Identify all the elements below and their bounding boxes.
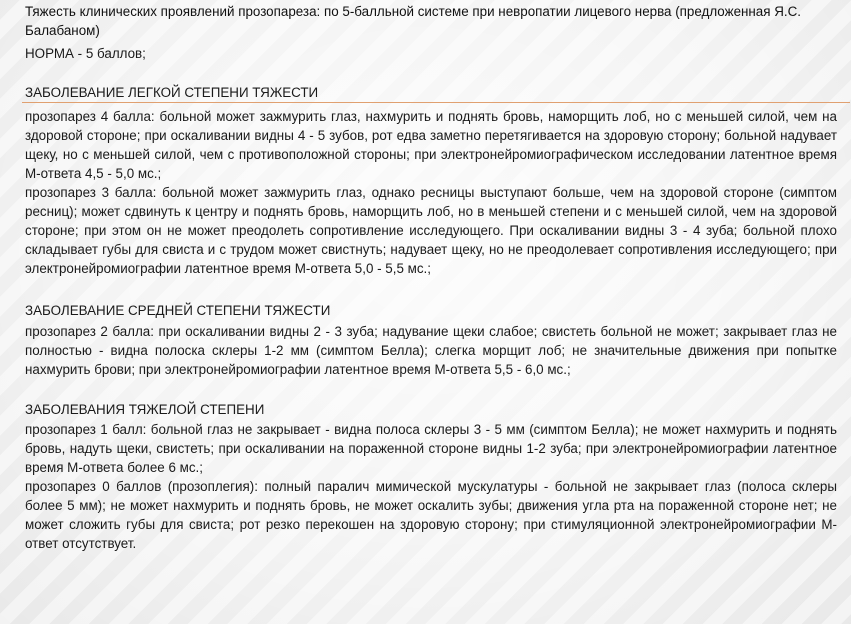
section-heading-mild: ЗАБОЛЕВАНИЕ ЛЕГКОЙ СТЕПЕНИ ТЯЖЕСТИ bbox=[25, 85, 319, 100]
paragraph-prosoparesis-3: прозопарез 3 балла: больной может зажмурить глаз, однако ресницы выступают больше, чем на здоровой стороне (симптом ресниц); может сдвинуть к центру и поднять бровь, наморщить лоб, но в меньшей степени и с меньшей силой, чем на здоровой стороне; при этом он не может преодолеть сопротивление исследующего. При оскаливании видны 3 - 4 зуба; больной плохо складывает губы для свиста и с трудом может свистнуть; надувает щеку, но не преодолевает сопротивления исследующего; при электронейромиографии латентное время М-ответа 5,0 - 5,5 мс.; bbox=[25, 185, 837, 276]
paragraph-prosoparesis-4: прозопарез 4 балла: больной может зажмурить глаз, нахмурить и поднять бровь, наморщить лоб, но с меньшей силой, чем на здоровой стороне; при оскаливании видны 4 - 5 зубов, рот едва заметно перетягивается на здоровую сторону; больной надувает щеку, но с меньшей силой, чем с противоположной стороны; при электронейромиографическом исследовании латентное время М-ответа 4,5 - 5,0 мс.; bbox=[25, 109, 837, 181]
page-title: Тяжесть клинических проявлений прозопареза: по 5-балльной системе при невропатии лицевого нерва (предложенная Я.С. Балабаном) bbox=[25, 4, 802, 38]
section-divider bbox=[22, 102, 850, 103]
paragraph-prosoparesis-1: прозопарез 1 балл: больной глаз не закрывает - видна полоса склеры 3 - 5 мм (симптом Белла); не может нахмурить и поднять бровь, надуть щеки, свистеть; при оскаливании на пораженной стороне видны 1-2 зуба; при электронейромиографии латентное время М-ответа более 6 мс.; bbox=[25, 422, 837, 475]
paragraph-prosoparesis-2: прозопарез 2 балла: при оскаливании видны 2 - 3 зуба; надувание щеки слабое; свистеть больной не может; закрывает глаз не полностью - видна полоска склеры 1-2 мм (симптом Белла); слегка морщит лоб; не значительные движения при попытке нахмурить брови; при электронейромиографии латентное время М-ответа 5,5 - 6,0 мс.; bbox=[25, 324, 837, 377]
section-heading-moderate: ЗАБОЛЕВАНИЕ СРЕДНЕЙ СТЕПЕНИ ТЯЖЕСТИ bbox=[25, 303, 331, 318]
norma-line: НОРМА - 5 баллов; bbox=[25, 46, 146, 61]
section-heading-severe: ЗАБОЛЕВАНИЯ ТЯЖЕЛОЙ СТЕПЕНИ bbox=[25, 402, 265, 417]
paragraph-prosoparesis-0: прозопарез 0 баллов (прозоплегия): полный паралич мимической мускулатуры - больной не закрывает глаз (полоса склеры более 5 мм); не может нахмурить и поднять бровь, не может оскалить зубы; движения угла рта на пораженной стороне нет; не может сложить губы для свиста; рот резко перекошен на здоровую сторону; при стимуляционной электронейромиографии М-ответ отсутствует. bbox=[25, 479, 837, 551]
